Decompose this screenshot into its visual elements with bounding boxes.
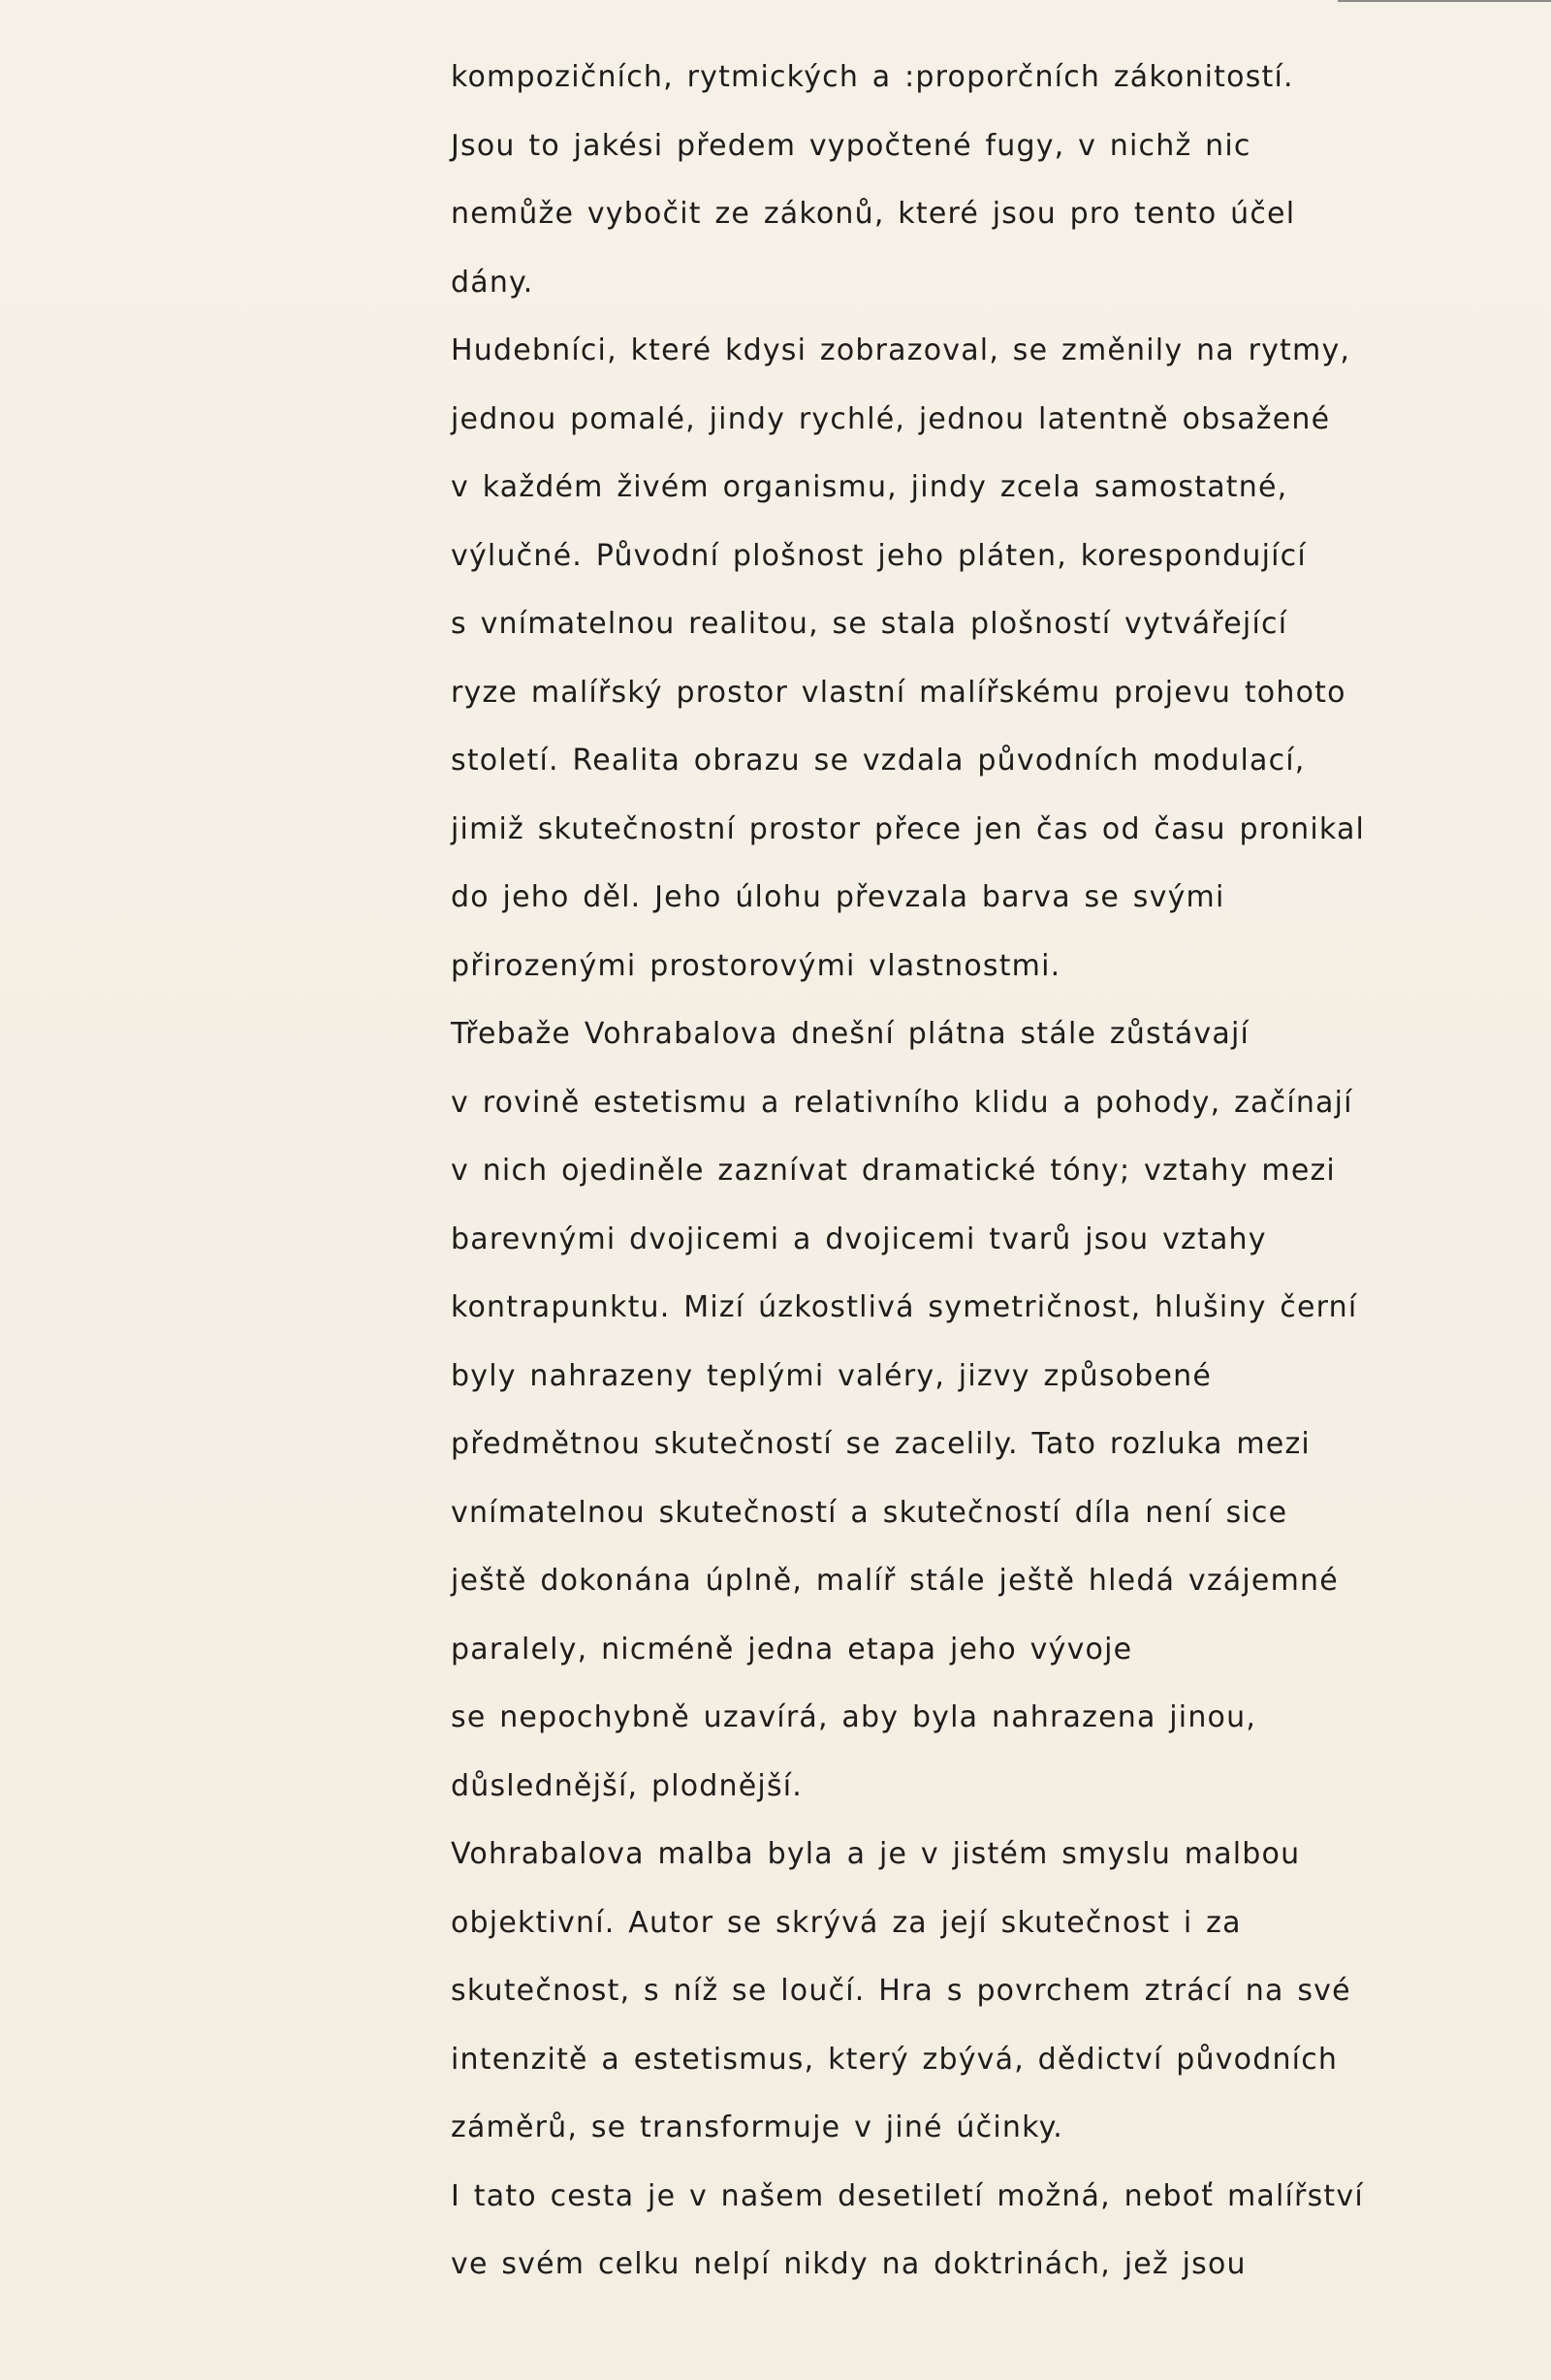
text-line: I tato cesta je v našem desetiletí možná, neboť malířství bbox=[451, 2178, 1364, 2213]
text-line: výlučné. Původní plošnost jeho pláten, korespondující bbox=[451, 538, 1307, 573]
text-line: barevnými dvojicemi a dvojicemi tvarů jsou vztahy bbox=[451, 1222, 1267, 1256]
text-line: století. Realita obrazu se vzdala původních modulací, bbox=[451, 744, 1306, 777]
text-line: předmětnou skutečností se zacelily. Tato rozluka mezi bbox=[451, 1427, 1311, 1461]
text-line: jednou pomalé, jindy rychlé, jednou latentně obsažené bbox=[451, 401, 1331, 436]
text-line: byly nahrazeny teplými valéry, jizvy způsobené bbox=[451, 1358, 1213, 1393]
text-line: dány. bbox=[451, 265, 534, 300]
text-line: se nepochybně uzavírá, aby byla nahrazena jinou, bbox=[451, 1700, 1257, 1734]
text-line: paralely, nicméně jedna etapa jeho vývoje bbox=[451, 1632, 1133, 1666]
text-line: ryze malířský prostor vlastní malířskému projevu tohoto bbox=[451, 675, 1346, 710]
text-line: objektivní. Autor se skrývá za její skutečnost i za bbox=[451, 1905, 1242, 1940]
page-edge-line bbox=[1338, 0, 1551, 2]
text-line: přirozenými prostorovými vlastnostmi. bbox=[451, 948, 1061, 983]
text-line: skutečnost, s níž se loučí. Hra s povrchem ztrácí na své bbox=[451, 1974, 1351, 2008]
text-line: jimiž skutečnostní prostor přece jen čas od času pronikal bbox=[451, 811, 1366, 846]
text-line: ve svém celku nelpí nikdy na doktrinách, jež jsou bbox=[451, 2247, 1247, 2281]
text-line: Třebaže Vohrabalova dnešní plátna stále zůstávají bbox=[451, 1017, 1250, 1051]
text-line: záměrů, se transformuje v jiné účinky. bbox=[451, 2110, 1064, 2144]
text-line: vnímatelnou skutečností a skutečností díla není sice bbox=[451, 1495, 1288, 1530]
text-line: v nich ojediněle zaznívat dramatické tóny; vztahy mezi bbox=[451, 1154, 1336, 1188]
text-line: Vohrabalova malba byla a je v jistém smyslu malbou bbox=[451, 1837, 1301, 1871]
text-line: nemůže vybočit ze zákonů, které jsou pro tento účel bbox=[451, 197, 1296, 231]
text-line: Hudebníci, které kdysi zobrazoval, se změnily na rytmy, bbox=[451, 333, 1351, 367]
body-text bbox=[451, 58, 1440, 2284]
text-line: Jsou to jakési předem vypočtené fugy, v nichž nic bbox=[451, 128, 1251, 163]
text-line: důslednější, plodnější. bbox=[451, 1768, 804, 1803]
text-line: s vnímatelnou realitou, se stala plošností vytvářející bbox=[451, 607, 1288, 641]
text-line: kontrapunktu. Mizí úzkostlivá symetričnost, hlušiny černí bbox=[451, 1290, 1358, 1324]
text-line: intenzitě a estetismus, který zbývá, dědictví původních bbox=[451, 2042, 1339, 2077]
text-line: do jeho děl. Jeho úlohu převzala barva se svými bbox=[451, 880, 1225, 914]
text-line: v každém živém organismu, jindy zcela samostatné, bbox=[451, 470, 1288, 504]
text-line: ještě dokonána úplně, malíř stále ještě hledá vzájemné bbox=[451, 1564, 1339, 1598]
text-line: v rovině estetismu a relativního klidu a pohody, začínají bbox=[451, 1085, 1353, 1120]
text-line: kompozičních, rytmických a :proporčních zákonitostí. bbox=[451, 60, 1294, 94]
